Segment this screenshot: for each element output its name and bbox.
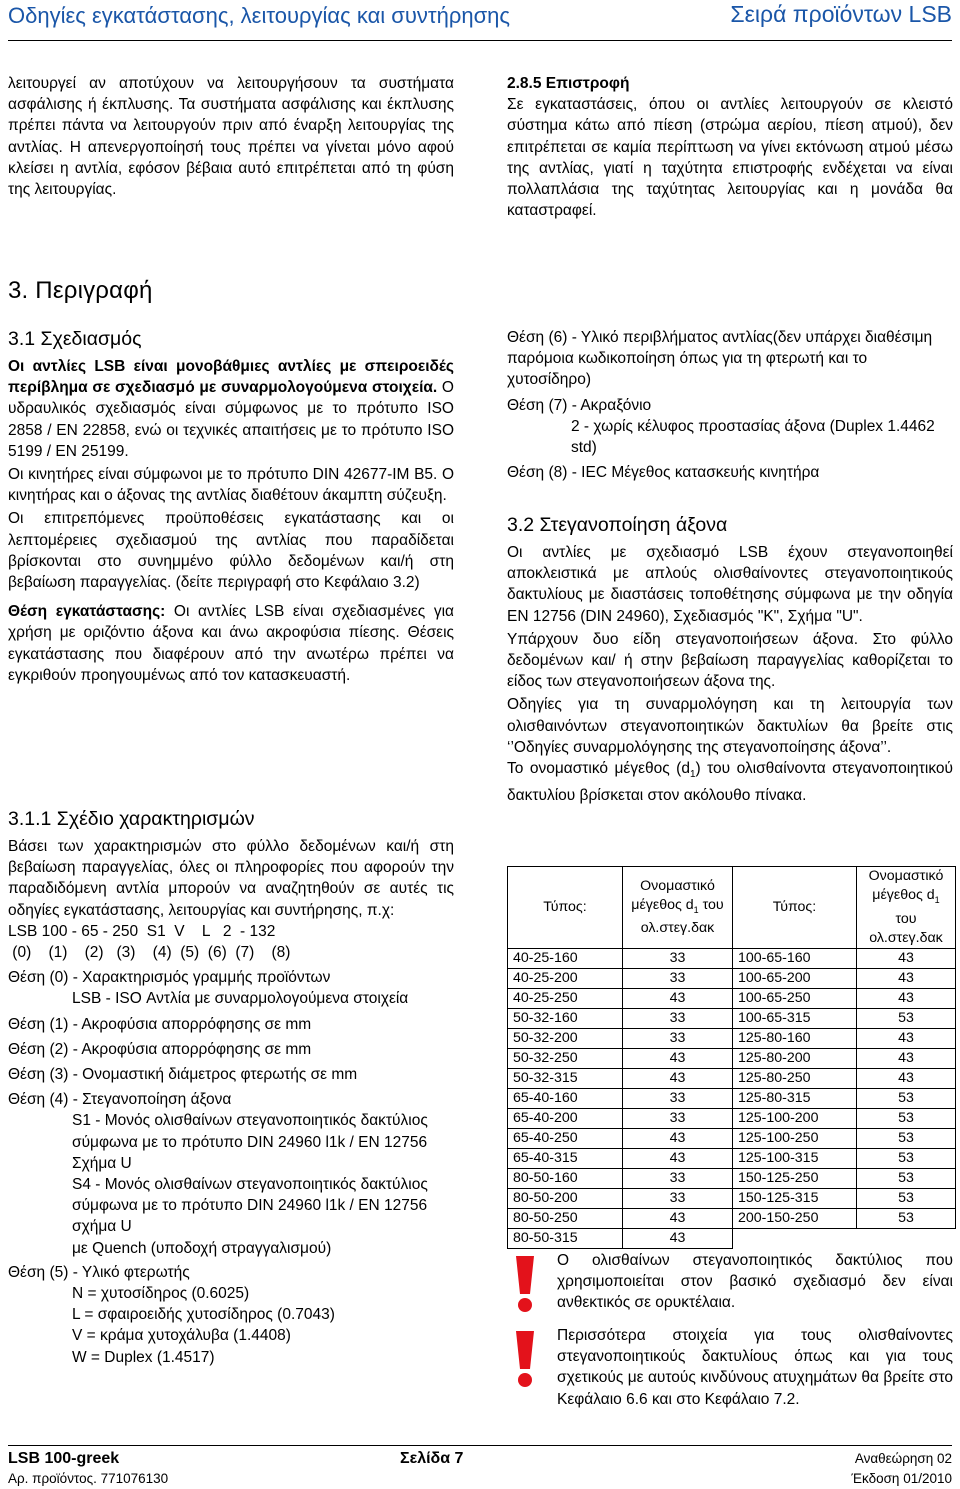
table-row — [508, 1008, 956, 1028]
pump-type-cell — [733, 1228, 857, 1248]
footer-edition: Έκδοση 01/2010 — [851, 1471, 952, 1486]
seal-size-cell: 53 — [857, 1128, 956, 1148]
page-footer — [8, 1448, 952, 1488]
pump-type-cell: 65-40-200 — [508, 1108, 623, 1128]
table-row — [508, 1088, 956, 1108]
footer-product-number: Αρ. προϊόντος. 771076130 — [8, 1471, 169, 1486]
pump-type-cell: 125-100-200 — [733, 1108, 857, 1128]
position-4-s1-detail: S1 - Μονός ολισθαίνων στεγανοποιητικός δακτύλιος σύμφωνα με το πρότυπο DIN 24960 l1k / EN 12756 Σχήμα U — [72, 1112, 428, 1172]
designation-code-indices: (0) (1) (2) (3) (4) (5) (6) (7) (8) — [8, 944, 291, 962]
seal-size-cell: 33 — [623, 1008, 733, 1028]
seal-size-cell: 33 — [623, 1108, 733, 1128]
designation-code-example: LSB 100 - 65 - 250 S1 V L 2 - 132 — [8, 922, 276, 940]
seal-size-cell: 43 — [623, 988, 733, 1008]
pump-type-cell: 125-100-315 — [733, 1148, 857, 1168]
pump-type-cell: 80-50-250 — [508, 1208, 623, 1228]
shaft-seal-paragraph-1: Οι αντλίες με σχεδιασμό LSB έχουν στεγανοποιηθεί αποκλειστικά με απλούς ολισθαίνοντες στεγανοποιητικούς δακτυλίους με διαστάσεις τοποθέτησης σύμφωνα με την οδηγία EN 12756 (DIN 24960), Σχεδιασμός "K", Σχήμα "U". — [507, 544, 953, 625]
seal-size-text-a: Το ονομαστικό μέγεθος (d — [507, 760, 690, 778]
install-position-text: Οι αντλίες LSB είναι σχεδιασμένες για χρήση με οριζόντιο άξονα και άνω ακροφύσια πίεσης. Θέσεις εγκατάστασης που διαφέρουν από την ανωτέρω πρέπει να εγκριθούν προηγουμένως από τον κατασκευαστή. — [8, 603, 454, 684]
seal-size-cell: 43 — [857, 1068, 956, 1088]
footer-revision: Αναθεώρηση 02 — [854, 1451, 952, 1466]
pump-type-cell: 40-25-160 — [508, 948, 623, 968]
product-series: Σειρά προϊόντων LSB — [730, 1, 952, 27]
pump-type-cell: 50-32-315 — [508, 1068, 623, 1088]
pump-type-cell: 40-25-200 — [508, 968, 623, 988]
conditions-paragraph: Οι επιτρεπόμενες προϋποθέσεις εγκατάστασης και οι λεπτομέρειες σχεδιασμού της αντλίας που παραδίδεται βρίσκονται στο συνημμένο φύλλο δεδομένων και/ή στη βεβαίωση παραγγελίας. (δείτε περιγραφή στο Κεφάλαιο 3.2) — [8, 510, 454, 592]
pump-type-cell: 150-125-315 — [733, 1188, 857, 1208]
seal-size-cell: 43 — [857, 1048, 956, 1068]
footer-document-id: LSB 100-greek — [8, 1450, 120, 1467]
section-2-8-5-paragraph: Σε εγκαταστάσεις, όπου οι αντλίες λειτουργούν σε κλειστό σύστημα κάτω από πίεση (στρώμα αερίου, πίεση ατμού), δεν επιτρέπεται σε καμία περίπτωση να γίνει εκτόνωση ατμού μέσω της αντλίας, γιατί η ταχύτητα επιστροφής ενδέχεται να είναι πολλαπλάσια της ταχύτητας λειτουργίας και η μονάδα θα καταστραφεί. — [507, 96, 953, 220]
position-5-l: L = σφαιροειδής χυτοσίδηρος (0.7043) — [72, 1306, 335, 1324]
position-4-quench-detail: με Quench (υποδοχή στραγγαλισμού) — [72, 1239, 332, 1257]
design-bold-text: Οι αντλίες LSB είναι μονοβάθμιες αντλίες με σπειροειδές περίβλημα σε σχεδιασμό με συναρμολογούμενα στοιχεία. — [8, 358, 454, 397]
seal-size-cell: 33 — [623, 1028, 733, 1048]
table-header-type-1: Τύπος: — [508, 867, 623, 949]
section-3-heading: 3. Περιγραφή — [8, 277, 153, 304]
section-3-1 — [8, 326, 454, 686]
motor-paragraph: Οι κινητήρες είναι σύμφωνοι με το πρότυπο DIN 42677-IM B5. Ο κινητήρας και ο άξονας της αντλίας διαθέτουν άκαμπτη σύζευξη. — [8, 466, 454, 505]
seal-size-cell: 53 — [857, 1208, 956, 1228]
pump-type-cell: 200-150-250 — [733, 1208, 857, 1228]
table-header-size-2 — [857, 867, 956, 949]
table-row — [508, 968, 956, 988]
seal-size-cell: 43 — [857, 948, 956, 968]
pump-type-cell: 150-125-250 — [733, 1168, 857, 1188]
seal-size-cell: 33 — [623, 1188, 733, 1208]
section-3-1-heading: 3.1 Σχεδιασμός — [8, 328, 142, 350]
position-7-label: Θέση (7) - Ακραξόνιο — [507, 396, 652, 414]
pump-type-cell: 40-25-250 — [508, 988, 623, 1008]
position-2-label: Θέση (2) - Ακροφύσια απορρόφησης σε mm — [8, 1040, 312, 1058]
pump-type-cell: 50-32-200 — [508, 1028, 623, 1048]
design-paragraph — [8, 356, 454, 462]
section-3-2-heading: 3.2 Στεγανοποίηση άξονα — [507, 514, 728, 536]
seal-size-cell — [857, 1228, 956, 1248]
seal-size-cell: 43 — [623, 1048, 733, 1068]
table-row — [508, 1028, 956, 1048]
pump-type-cell: 100-65-160 — [733, 948, 857, 968]
pump-type-cell: 125-100-250 — [733, 1128, 857, 1148]
table-row — [508, 948, 956, 968]
pump-type-cell: 65-40-250 — [508, 1128, 623, 1148]
shaft-seal-paragraph-2: Υπάρχουν δυο είδη στεγανοποιήσεων άξονα. Στο φύλλο δεδομένων και/ ή στην βεβαίωση παραγγελίας καθορίζεται το είδος των στεγανοποιήσεων άξονα της. — [507, 630, 953, 691]
shaft-seal-paragraph-4 — [507, 758, 953, 807]
warning-oil-text: Ο ολισθαίνων στεγανοποιητικός δακτύλιος που χρησιμοποιείται στον βασικό σχεδιασμό δεν είναι ανθεκτικός σε ορυκτέλαια. — [557, 1252, 953, 1312]
seal-size-cell: 33 — [623, 1088, 733, 1108]
section-3-1-1-heading: 3.1.1 Σχέδιο χαρακτηρισμών — [8, 808, 255, 830]
warning-more-info — [507, 1325, 953, 1410]
seal-size-cell: 43 — [857, 1028, 956, 1048]
seal-size-table — [507, 866, 956, 1249]
position-4-s4-detail: S4 - Μονός ολισθαίνων στεγανοποιητικός δακτύλιος σύμφωνα με το πρότυπο DIN 24960 l1k / EN 12756 σχήμα U — [72, 1176, 428, 1236]
seal-size-cell: 43 — [623, 1128, 733, 1148]
positions-6-8 — [507, 327, 953, 483]
seal-size-cell: 43 — [623, 1148, 733, 1168]
seal-size-cell: 43 — [857, 968, 956, 988]
table-row — [508, 1148, 956, 1168]
table-row — [508, 1188, 956, 1208]
pump-type-cell: 50-32-250 — [508, 1048, 623, 1068]
position-5-n: N = χυτοσίδηρος (0.6025) — [72, 1285, 250, 1303]
exclamation-warning-icon — [507, 1254, 543, 1314]
table-row — [508, 988, 956, 1008]
table-row — [508, 1048, 956, 1068]
size-header-text: Ονομαστικό μέγεθος d — [868, 868, 944, 903]
section-2-8-5 — [507, 73, 953, 221]
table-header-type-2: Τύπος: — [733, 867, 857, 949]
seal-size-cell: 33 — [623, 948, 733, 968]
seal-size-cell: 43 — [623, 1228, 733, 1248]
position-8-label: Θέση (8) - IEC Μέγεθος κατασκευής κινητήρα — [507, 464, 820, 482]
table-row — [508, 1208, 956, 1228]
position-5-label: Θέση (5) - Υλικό φτερωτής — [8, 1263, 190, 1281]
seal-size-cell: 43 — [857, 988, 956, 1008]
seal-size-cell: 53 — [857, 1148, 956, 1168]
seal-size-cell: 43 — [623, 1068, 733, 1088]
header-rule — [8, 40, 952, 41]
table-row — [508, 1128, 956, 1148]
position-5-w: W = Duplex (1.4517) — [72, 1348, 215, 1366]
size-header-subscript: 1 — [693, 904, 699, 915]
section-2-8-5-heading: 2.8.5 Επιστροφή — [507, 75, 630, 92]
page-header — [8, 1, 952, 33]
size-header-suffix: του ολ.στεγ.δακ — [640, 896, 724, 937]
top-left-text-block — [8, 73, 454, 200]
footer-rule — [8, 1445, 952, 1446]
design-standards-text: Ο υδραυλικός σχεδιασμός είναι σύμφωνος με το πρότυπο ISO 2858 / EN 22858, ενώ οι τεχνικές απαιτήσεις με το πρότυπο ISO 5199 / EN 25199. — [8, 379, 454, 460]
position-7-detail: 2 - χωρίς κέλυφος προστασίας άξονα (Duplex 1.4462 std) — [571, 417, 935, 457]
position-6-label: Θέση (6) - Υλικό περιβλήματος αντλίας(δεν υπάρχει διαθέσιμη παρόμοια κωδικοποίηση όπως για τη φτερωτή και το χυτοσίδηρο) — [507, 329, 933, 389]
pump-type-cell: 100-65-250 — [733, 988, 857, 1008]
position-3-label: Θέση (3) - Ονομαστική διάμετρος φτερωτής σε mm — [8, 1066, 358, 1084]
position-5-v: V = κράμα χυτοχάλυβα (1.4408) — [72, 1327, 291, 1345]
seal-size-table-body — [508, 948, 956, 1248]
pump-type-cell: 125-80-160 — [733, 1028, 857, 1048]
table-row — [508, 1168, 956, 1188]
footer-page-number: Σελίδα 7 — [400, 1450, 464, 1467]
position-0-label: Θέση (0) - Χαρακτηρισμός γραμμής προϊόντων — [8, 969, 331, 987]
table-row — [508, 1108, 956, 1128]
table-header-row — [508, 867, 956, 949]
section-3-2 — [507, 512, 953, 807]
seal-size-subscript: 1 — [689, 769, 696, 781]
install-position-paragraph — [8, 601, 454, 686]
table-row — [508, 1068, 956, 1088]
size-header-text: Ονομαστικό μέγεθος d — [631, 877, 715, 913]
seal-size-cell: 53 — [857, 1168, 956, 1188]
seal-size-cell: 53 — [857, 1008, 956, 1028]
section-3-1-1 — [8, 806, 454, 1368]
exclamation-warning-icon — [507, 1329, 543, 1389]
size-header-subscript: 1 — [934, 894, 940, 905]
warning-oil-resistance — [507, 1250, 953, 1314]
seal-size-cell: 53 — [857, 1188, 956, 1208]
pump-type-cell: 80-50-200 — [508, 1188, 623, 1208]
pump-type-cell: 80-50-315 — [508, 1228, 623, 1248]
pump-type-cell: 125-80-200 — [733, 1048, 857, 1068]
pump-type-cell: 50-32-160 — [508, 1008, 623, 1028]
seal-size-cell: 43 — [623, 1208, 733, 1228]
seal-size-text-b: ) του ολισθαίνοντα στεγανοποιητικού δακτυλίου βρίσκεται στον ακόλουθο πίνακα. — [507, 760, 953, 805]
seal-size-cell: 33 — [623, 968, 733, 988]
pump-type-cell: 80-50-160 — [508, 1168, 623, 1188]
pump-type-cell: 100-65-200 — [733, 968, 857, 988]
designation-intro-paragraph: Βάσει των χαρακτηρισμών στο φύλλο δεδομένων και/ή στη βεβαίωση παραγγελίας, όλες οι πληροφορίες που αφορούν την παραδιδόμενη αντλία μπορούν να αναζητηθούν σε αυτές τις οδηγίες εγκατάστασης, λειτουργίας και συντήρησης, π.χ: — [8, 838, 454, 919]
pump-type-cell: 65-40-315 — [508, 1148, 623, 1168]
shaft-seal-paragraph-3: Οδηγίες για τη συναρμολόγηση και τη λειτουργία των ολισθαινόντων στεγανοποιητικών δακτυλίων θα βρείτε στις ‘’Οδηγίες συναρμολόγησης της στεγανοποίησης άξονα’’. — [507, 696, 953, 756]
install-position-label: Θέση εγκατάστασης: — [8, 603, 166, 621]
position-4-label: Θέση (4) - Στεγανοποίηση άξονα — [8, 1091, 232, 1109]
position-0-detail: LSB - ISO Αντλία με συναρμολογούμενα στοιχεία — [72, 990, 409, 1008]
position-1-label: Θέση (1) - Ακροφύσια απορρόφησης σε mm — [8, 1015, 312, 1033]
size-header-suffix: του ολ.στεγ.δακ — [869, 910, 943, 946]
table-row — [508, 1228, 956, 1248]
pump-type-cell: 100-65-315 — [733, 1008, 857, 1028]
pump-type-cell: 125-80-250 — [733, 1068, 857, 1088]
warning-more-info-text: Περισσότερα στοιχεία για τους ολισθαίνοντες στεγανοποιητικούς δακτυλίους όπως και για τους σχετικούς με αυτούς κινδύνους ατυχημάτων θα βρείτε στο Κεφάλαιο 6.6 και στο Κεφάλαιο 7.2. — [557, 1327, 953, 1408]
pump-type-cell: 125-80-315 — [733, 1088, 857, 1108]
safety-continuation-paragraph: λειτουργεί αν αποτύχουν να λειτουργήσουν τα συστήματα ασφάλισης ή έκπλυσης. Τα συστήματα ασφάλισης και έκπλυσης πρέπει πάντα να λειτουργούν πριν από έναρξη λειτουργίας της αντλίας. Η απενεργοποίησή τους πρέπει να γίνεται μόνο αφού κλείσει η αντλία, εφόσον βέβαια αυτό επιτρέπεται από τη φύση της λειτουργίας. — [8, 75, 454, 199]
seal-size-cell: 33 — [623, 1168, 733, 1188]
seal-size-cell: 53 — [857, 1088, 956, 1108]
document-title: Οδηγίες εγκατάστασης, λειτουργίας και συντήρησης — [8, 3, 511, 28]
seal-size-cell: 53 — [857, 1108, 956, 1128]
pump-type-cell: 65-40-160 — [508, 1088, 623, 1108]
table-header-size-1 — [623, 867, 733, 949]
